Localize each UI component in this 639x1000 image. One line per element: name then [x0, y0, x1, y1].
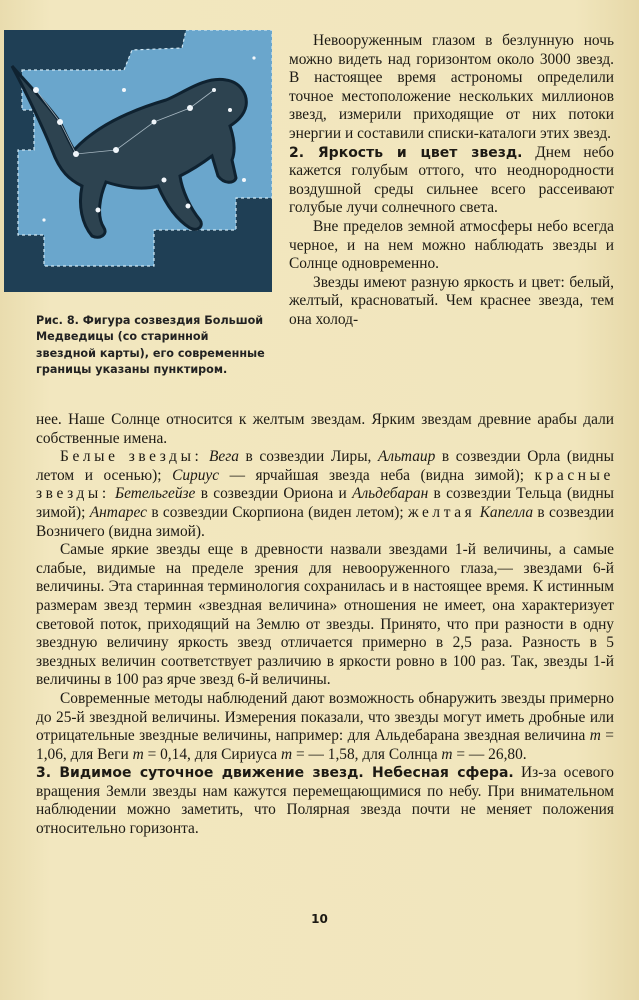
- star-aldebaran: Альдебаран: [352, 485, 429, 503]
- star-betelgeuse: Бетельгейзе: [115, 485, 196, 503]
- star-capella: Капелла: [479, 503, 534, 521]
- paragraph-modern-methods: Современные методы наблюдений дают возможность обнаружить звезды примерно до 25-й звездной величины. Измерения показали, что звезды могут иметь дробные или отрицательные звездные величины, например: для Альдебарана звездная величина m = 1,06, для Веги m = 0,14, для Сириуса m = — 1,58, для Солнца m = — 26,80.: [36, 689, 614, 763]
- section-3-text: Из-за осевого вращения Земли звезды нам кажутся перемещающимися по небу. При внимательном наблюдении можно заметить, что Полярная звезда почти не меняет положения относительно горизонта.: [36, 764, 614, 838]
- paragraph-color-start: Звезды имеют разную яркость и цвет: белый, желтый, красноватый. Чем краснее звезда, тем она холод-: [289, 273, 614, 328]
- caption-label: Рис. 8.: [36, 314, 79, 327]
- figure-caption: [36, 313, 272, 379]
- ursa-major-illustration: [4, 30, 272, 292]
- section-2-paragraph: [289, 144, 614, 218]
- paragraph-magnitude: Самые яркие звезды еще в древности назвали звездами 1-й величины, а самые слабые, видимые на пределе зрения для невооруженного глаза,— звездами 6-й величины. Эта старинная терминология сохранилась и в настоящее время. К истинным размерам звезд термин «звездная величина» отношения не имеет, она характеризует световой поток, приходящий на Землю от звезды. Принято, что при разности в одну звездную величину яркость звезд отличается примерно в 2,5 раза. Разность в 5 звездных величин соответствует различию в яркости ровно в 100 раз. Так, звезды 1-й величины в 100 раз ярче звезд 6-й величины.: [36, 541, 614, 689]
- right-column-text: [289, 32, 614, 330]
- star-altair: Альтаир: [377, 448, 436, 466]
- section-2-text: Днем небо кажется голубым оттого, что неоднородности воздушной среды сильнее всего рассеивают голубые лучи солнечного света.: [289, 143, 614, 217]
- star-vega: Вега: [209, 448, 239, 466]
- star-antares: Антарес: [89, 503, 147, 521]
- section-3-paragraph: [36, 764, 614, 838]
- paragraph-naked-eye: Невооруженным глазом в безлунную ночь можно видеть над горизонтом около 3000 звезд. В настоящее время астрономы определили точное местоположение нескольких миллионов звезд, измерили приходящие от них потоки энергии и составили списки-каталоги этих звезд.: [289, 32, 614, 142]
- section-2-heading: 2. Яркость и цвет звезд.: [289, 144, 523, 161]
- star-sirius: Сириус: [172, 466, 220, 484]
- full-width-text: [36, 411, 614, 839]
- paragraph-black-sky: Вне пределов земной атмосферы небо всегда черное, и на нем можно наблюдать звезды и Солнце одновременно.: [289, 217, 614, 273]
- paragraph-star-names: Белые звезды: Вега в созвездии Лиры, Альтаир в созвездии Орла (видны летом и осенью); Сириус — ярчайшая звезда неба (видна зимой); красные звезды: Бетельгейзе в созвездии Ориона и Альдебаран в созвездии Тельца (видны зимой); Антарес в созвездии Скорпиона (виден летом); желтая Капелла в созвездии Возничего (видна зимой).: [36, 448, 615, 540]
- section-3-heading: 3. Видимое суточное движение звезд. Небесная сфера.: [36, 765, 514, 782]
- paragraph-color-end: нее. Наше Солнце относится к желтым звездам. Ярким звездам древние арабы дали собственные имена.: [36, 411, 614, 447]
- caption-text: Фигура созвездия Большой Медведицы (со старинной звездной карты), его современные границы указаны пунктиром.: [36, 314, 265, 377]
- page-number: 10: [311, 912, 328, 926]
- constellation-drawing: [4, 30, 272, 292]
